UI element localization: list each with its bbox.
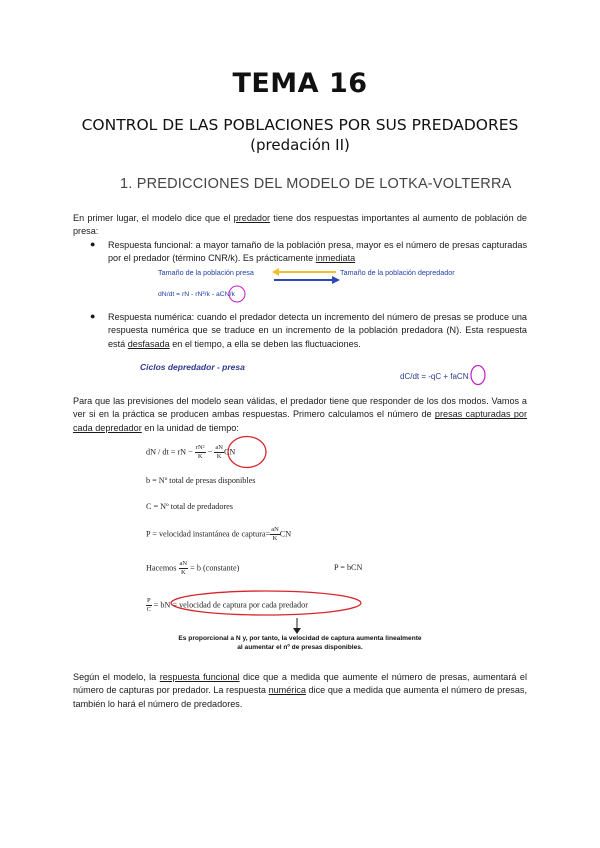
prey-equation: dN/dt = rN - rN²/k - aCN/k <box>158 291 235 298</box>
c-definition: C = Nº total de predadores <box>146 502 233 511</box>
section-heading: 1. PREDICCIONES DEL MODELO DE LOTKA-VOLTERRA <box>120 176 512 192</box>
main-eq-circle <box>225 434 269 470</box>
predator-size-note: Tamaño de la población depredador <box>340 268 455 277</box>
proportional-note: Es proporcional a N y, por tanto, la velocidad de captura aumenta linealmente al aumentar el nº de presas disponibles. <box>178 635 422 651</box>
bullet-marker: ● <box>90 239 96 249</box>
pred-eq-circle <box>469 364 487 386</box>
capture-rate-line: $\frac{P}{C}$ = bN = velocidad de captura por cada predador <box>146 597 308 613</box>
capture-rate-circle <box>168 588 364 618</box>
page-title: TEMA 16 <box>232 68 368 99</box>
hacemos-line: Hacemos $\frac{aN}{K}$ = b (constante) <box>146 560 240 576</box>
page-subtitle: CONTROL DE LAS POBLACIONES POR SUS PREDADORES <box>81 116 519 134</box>
cycles-note: Ciclos depredador - presa <box>140 362 245 372</box>
bullet-marker: ● <box>90 311 96 321</box>
p-bcn: P = bCN <box>334 563 363 572</box>
intro-paragraph: En primer lugar, el modelo dice que el predador tiene dos respuestas importantes al aumento de población de presa: <box>73 213 527 237</box>
prey-eq-circle <box>227 284 247 304</box>
conclusion-paragraph: Según el modelo, la respuesta funcional dice que a medida que aumente el número de presas, aumentará el número de capturas por predador. La respuesta numérica dice que a medida que aumenta el número de presas, también lo hará el número de predadores. <box>73 672 527 709</box>
p-definition: P = velocidad instantánea de captura= $\frac{aN}{K}$ CN <box>146 526 292 542</box>
main-equation: dN / dt = rN − $\frac{\text{rN²}}{K}$ − $\frac{aN}{K}$ CN <box>146 444 236 460</box>
underlined-predador: predador <box>233 213 271 223</box>
b-definition: b = Nº total de presas disponibles <box>146 476 256 485</box>
page-subtitle-2: (predación II) <box>250 136 350 154</box>
down-arrow <box>291 617 303 635</box>
arrows-graphic <box>270 266 342 286</box>
paragraph-validity: Para que las previsiones del modelo sean válidas, el predador tiene que responder de los dos modos. Vamos a ver si en la práctica se producen ambas respuestas. Primero calculamos el número de presas capturadas por cada depredador en la unidad de tiempo: <box>73 396 527 433</box>
predator-equation: dC/dt = -qC + faCN <box>400 372 469 381</box>
bullet-numerica: Respuesta numérica: cuando el predador detecta un incremento del número de presas se produce una respuesta numérica que se traduce en un incremento de la población predadora (N). Esta respuesta está desfasada en el tiempo, a ella se deben las fluctuaciones. <box>108 312 527 349</box>
bullet-funcional: Respuesta funcional: a mayor tamaño de la población presa, mayor es el número de presas capturadas por el predador (término CNR/k). Es prácticamente inmediata <box>108 240 527 264</box>
prey-size-note: Tamaño de la población presa <box>158 268 254 277</box>
